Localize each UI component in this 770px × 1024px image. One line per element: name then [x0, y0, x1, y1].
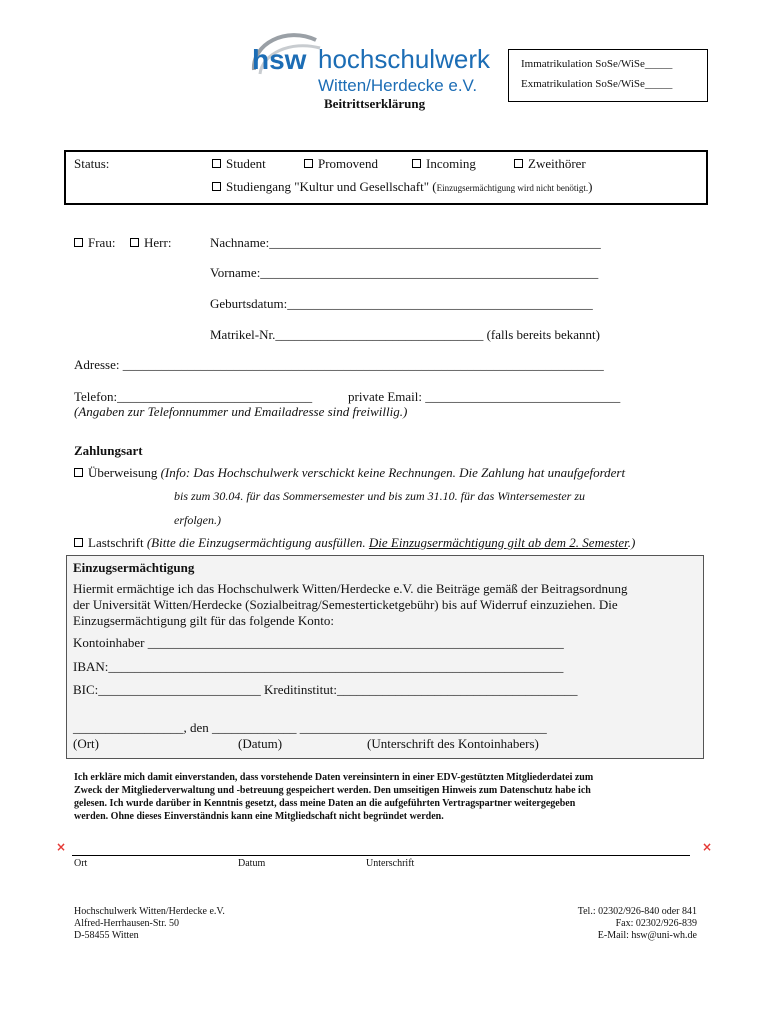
- status-option-incoming[interactable]: [412, 156, 476, 172]
- payment-transfer[interactable]: [74, 465, 625, 481]
- mandate-heading: Einzugsermächtigung: [73, 560, 195, 575]
- payment-heading: Zahlungsart: [74, 443, 143, 458]
- consent-text: [74, 771, 593, 823]
- status-box: [64, 150, 708, 205]
- nachname-field[interactable]: Nachname:___________________________________________________: [210, 235, 601, 250]
- status-label: Status:: [74, 156, 110, 171]
- checkbox-icon[interactable]: [74, 538, 83, 547]
- logo-name: hochschulwerk: [318, 44, 490, 74]
- gender-frau[interactable]: [74, 235, 115, 251]
- optional-note: (Angaben zur Telefonnummer und Emailadresse sind freiwillig.): [74, 404, 408, 419]
- telefon-field[interactable]: Telefon:______________________________: [74, 389, 313, 404]
- mandate-box: [66, 555, 704, 759]
- mandate-datum-label: (Datum): [238, 736, 283, 751]
- vorname-field[interactable]: Vorname:____________________________________________________: [210, 265, 599, 280]
- status-option-zweithoerer[interactable]: [514, 156, 586, 172]
- checkbox-icon[interactable]: [514, 159, 523, 168]
- debit-info: (Bitte die Einzugsermächtigung ausfüllen.: [146, 535, 369, 550]
- status-option-course[interactable]: [212, 179, 592, 195]
- transfer-info-3: erfolgen.): [174, 513, 221, 527]
- signature-unterschrift-label: Unterschrift: [366, 858, 415, 869]
- page-title: Beitrittserklärung: [324, 96, 426, 111]
- signature-mark-left-icon: ×: [56, 840, 67, 854]
- geburtsdatum-field[interactable]: Geburtsdatum:_______________________________________________: [210, 296, 593, 311]
- footer-city: D-58455 Witten: [74, 930, 139, 941]
- checkbox-icon[interactable]: [212, 159, 221, 168]
- iban-field[interactable]: IBAN:______________________________________________________________________: [73, 659, 564, 674]
- footer-phone: Tel.: 02302/926-840 oder 841: [577, 906, 697, 917]
- mandate-signature-line[interactable]: _________________, den _____________ ______________________________________: [73, 720, 547, 735]
- debit-label: Lastschrift: [88, 535, 144, 550]
- payment-debit[interactable]: [74, 535, 635, 551]
- gender-frau-label: Frau:: [88, 235, 116, 250]
- signature-ort-label: Ort: [74, 858, 88, 869]
- enrollment-box: [508, 49, 708, 102]
- matrikel-field[interactable]: Matrikel-Nr.________________________________ (falls bereits bekannt): [210, 327, 600, 342]
- mandate-text-1: Hiermit ermächtige ich das Hochschulwerk Witten/Herdecke e.V. die Beiträge gemäß der Beitragsordnung: [73, 581, 628, 596]
- status-option-label: Student: [226, 156, 266, 171]
- transfer-info: (Info: Das Hochschulwerk verschickt keine Rechnungen. Die Zahlung hat unaufgefordert: [160, 465, 626, 480]
- mandate-text-3: Einzugsermächtigung gilt für das folgende Konto:: [73, 613, 335, 628]
- logo-subtitle: Witten/Herdecke e.V.: [318, 76, 478, 95]
- gender-herr-label: Herr:: [144, 235, 172, 250]
- checkbox-icon[interactable]: [304, 159, 313, 168]
- kontoinhaber-field[interactable]: Kontoinhaber ________________________________________________________________: [73, 635, 564, 650]
- footer-fax: Fax: 02302/926-839: [615, 918, 697, 929]
- email-field[interactable]: private Email: ______________________________: [348, 389, 621, 404]
- mandate-text-2: der Universität Witten/Herdecke (Sozialbeitrag/Semesterticketgebühr) bis auf Widerruf einzuziehen. Die: [73, 597, 618, 612]
- adresse-field[interactable]: Adresse: __________________________________________________________________________: [74, 357, 604, 372]
- signature-datum-label: Datum: [238, 858, 266, 869]
- status-option-label: Zweithörer: [528, 156, 586, 171]
- debit-info-end: .): [627, 535, 636, 550]
- course-close: ): [588, 179, 593, 194]
- footer-contact: [578, 906, 697, 942]
- transfer-info-2: bis zum 30.04. für das Sommersemester und bis zum 31.10. für das Wintersemester zu: [174, 489, 585, 503]
- consent-line: gelesen. Ich wurde darüber in Kenntnis gesetzt, dass meine Daten an die aufgeführten Vertragspartner weitergegeben: [74, 798, 576, 809]
- consent-line: Zweck der Mitgliederverwaltung und -betreuung gespeichert werden. Den umseitigen Hinweis zum Datenschutz habe ich: [74, 785, 591, 796]
- status-option-student[interactable]: [212, 156, 266, 172]
- transfer-label: Überweisung: [88, 465, 158, 480]
- mandate-ort-label: (Ort): [73, 736, 99, 751]
- checkbox-icon[interactable]: [74, 238, 83, 247]
- mandate-signature-label: (Unterschrift des Kontoinhabers): [367, 736, 539, 751]
- debit-info-underlined: Die Einzugsermächtigung gilt ab dem 2. Semester: [368, 535, 628, 550]
- checkbox-icon[interactable]: [212, 182, 221, 191]
- checkbox-icon[interactable]: [412, 159, 421, 168]
- footer-address: [74, 906, 225, 942]
- status-option-promovend[interactable]: [304, 156, 378, 172]
- course-label: Studiengang "Kultur und Gesellschaft" (: [226, 179, 437, 194]
- course-note: Einzugsermächtigung wird nicht benötigt.: [436, 183, 589, 193]
- footer-street: Alfred-Herrhausen-Str. 50: [74, 918, 179, 929]
- checkbox-icon[interactable]: [130, 238, 139, 247]
- footer-email: E-Mail: hsw@uni-wh.de: [597, 930, 697, 941]
- status-option-label: Incoming: [426, 156, 476, 171]
- footer-org: Hochschulwerk Witten/Herdecke e.V.: [74, 906, 225, 917]
- bic-field[interactable]: BIC:_________________________ Kreditinstitut:_____________________________________: [73, 682, 578, 697]
- gender-herr[interactable]: [130, 235, 171, 251]
- consent-line: werden. Ohne dieses Einverständnis kann eine Mitgliedschaft nicht begründet werden.: [74, 811, 444, 822]
- hsw-logo: [246, 28, 490, 103]
- signature-line[interactable]: [72, 855, 690, 856]
- signature-mark-right-icon: ×: [702, 840, 713, 854]
- immatrikulation-field[interactable]: Immatrikulation SoSe/WiSe_____: [521, 58, 673, 70]
- logo-short: hsw: [252, 44, 307, 75]
- consent-line: Ich erkläre mich damit einverstanden, dass vorstehende Daten vereinsintern in einer EDV-gestützten Mitgliederdatei zum: [74, 772, 594, 783]
- status-option-label: Promovend: [318, 156, 378, 171]
- checkbox-icon[interactable]: [74, 468, 83, 477]
- exmatrikulation-field[interactable]: Exmatrikulation SoSe/WiSe_____: [521, 78, 673, 90]
